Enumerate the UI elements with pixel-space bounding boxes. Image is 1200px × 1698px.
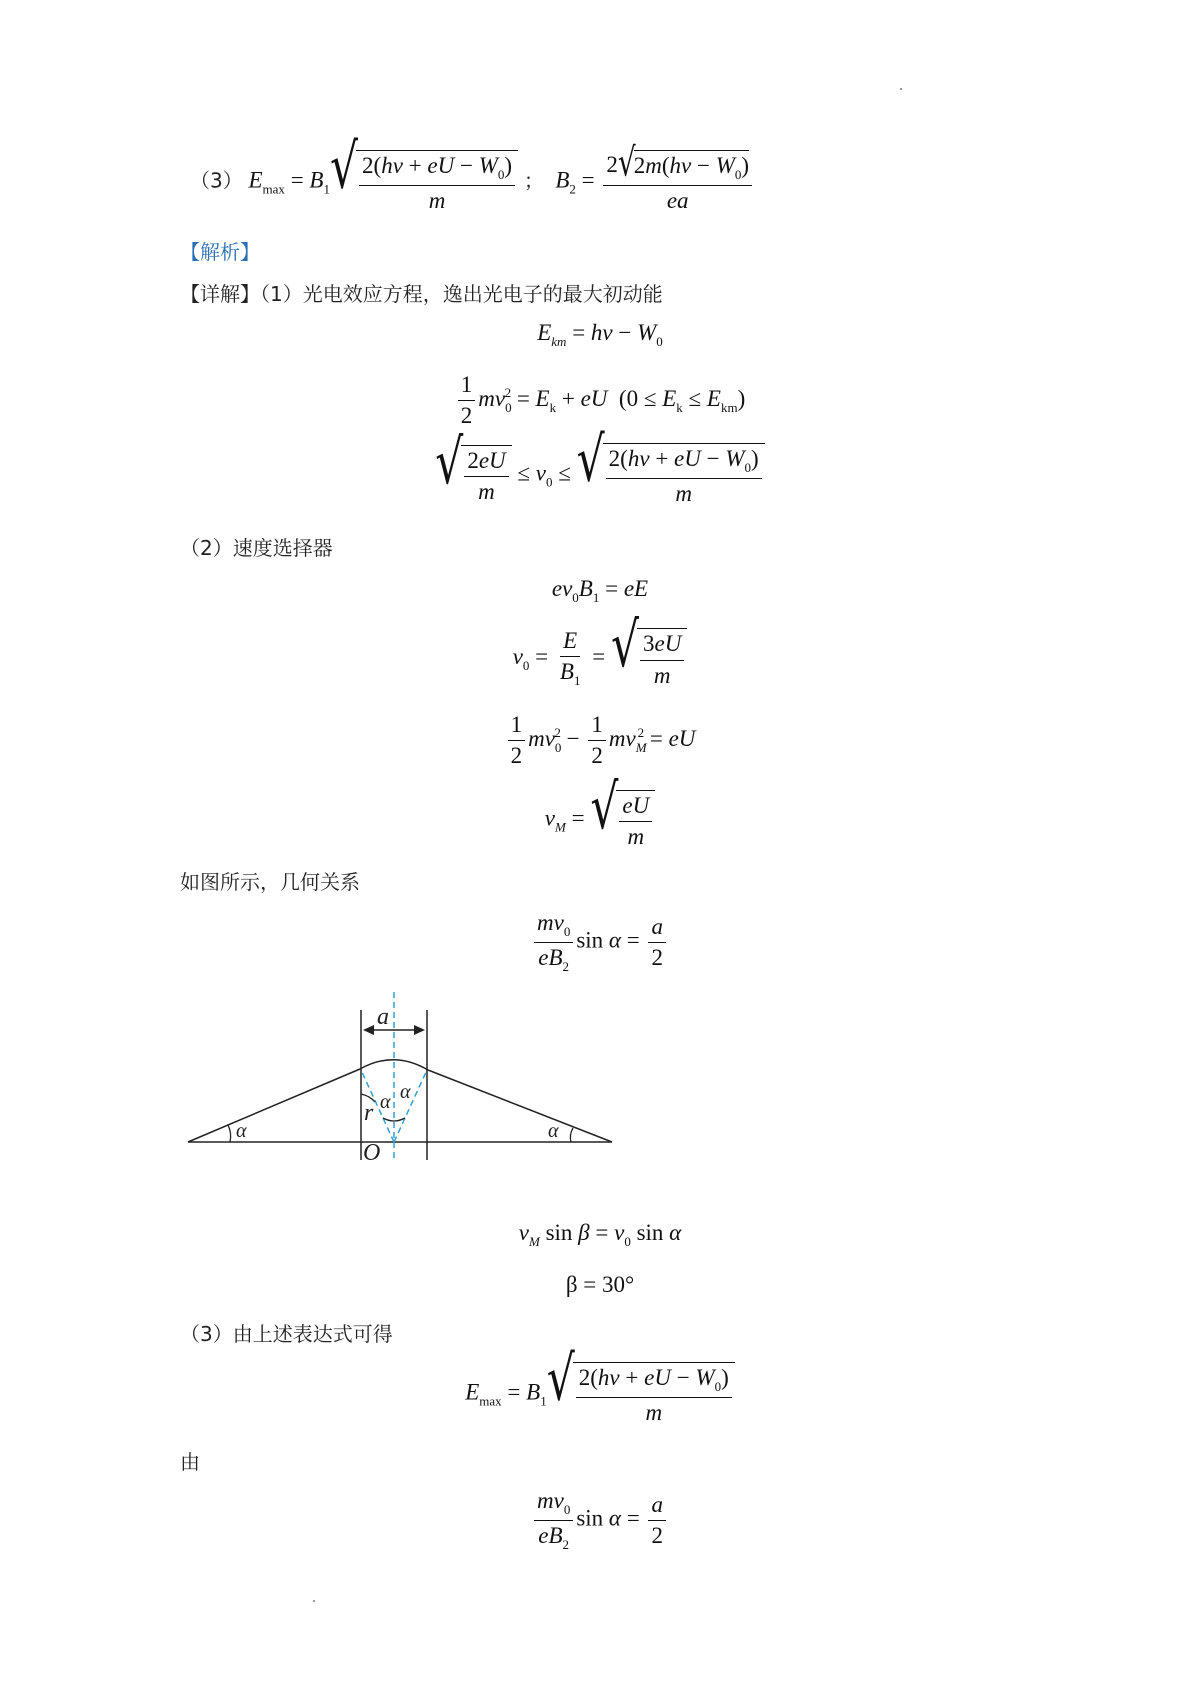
part3-text: （3）由上述表达式可得 (180, 1322, 393, 1346)
geom-text: 如图所示，几何关系 (180, 870, 360, 894)
eq-v0-range: √ $\frac{2eU}{m}$ ≤ $v_0$ ≤ √ $\frac{2(h\nu + eU - W_0)}{m}$ (0, 443, 1200, 507)
answer-3-label: （3） (190, 168, 243, 193)
label-alpha-right: α (548, 1120, 559, 1142)
part1-text: （1）光电效应方程，逸出光电子的最大初动能 (260, 282, 663, 306)
detail-tag: 【详解】 (180, 282, 260, 306)
eq-geometry: $\frac{mv_0}{eB_2}$ sin α = $\frac{a}{2}$ (0, 910, 1200, 975)
figure-right-radius (394, 1070, 427, 1142)
eq-selector: $ev_0B_1$ = eE (551, 576, 649, 605)
label-O: O (363, 1140, 381, 1166)
label-alpha-center-right: α (400, 1081, 411, 1103)
eq-vm: $v_M$ = √ $\frac{eU}{m}$ (0, 790, 1200, 851)
arrowhead-left (363, 1025, 374, 1035)
figure-right-slope (428, 1070, 612, 1142)
part2-text: （2）速度选择器 (180, 536, 333, 560)
eq-v0: $v_0$ = $\frac{E}{B_1}$ = √ $\frac{3eU}{m}$ (0, 628, 1200, 689)
geometry-figure (180, 990, 620, 1170)
eq-emax: $E_{max} = B_1$ √ $\frac{2(h\nu + eU - W_0)}{m}$ (0, 1362, 1200, 1426)
detail-line-1 (180, 278, 663, 307)
arrowhead-right (414, 1025, 425, 1035)
label-alpha-center-left: α (380, 1091, 391, 1113)
label-a: a (377, 1004, 389, 1030)
answer-3-separator: ； (523, 168, 544, 193)
angle-arc-center (383, 1118, 405, 1121)
eq-energy: $\frac{1}{2}$ $mv_0^2 = E_k$ + eU $(0 \le E_k \le E_{km})$ (0, 372, 1200, 430)
eq-snell: $v_M$ $\sin \beta = v_0$ sin α (518, 1220, 682, 1249)
angle-arc-left (228, 1125, 231, 1142)
you-text: 由 (180, 1450, 200, 1474)
eq-beta: β = 30° (565, 1272, 635, 1297)
label-alpha-left: α (236, 1120, 247, 1142)
figure-left-slope (188, 1069, 360, 1142)
label-r: r (364, 1100, 374, 1126)
eq-geometry-2: $\frac{mv_0}{eB_2}$ sin α = $\frac{a}{2}$ (0, 1488, 1200, 1553)
eq-kinetic: $\frac{1}{2}$ $mv_0^2$ − $\frac{1}{2}$ $mv_M^2$ = eU (0, 712, 1200, 770)
answer-3-line: （3） $E_{max} = B_1$ √ $\frac{2(h\nu + eU - W_0)}{m}$ ； $B_2$ = 2 √ $2m(h\nu - W_0)$ ea (190, 150, 755, 214)
section-title: 【解析】 (180, 240, 260, 264)
eq-ekm: $E_{km} = h\nu - W_0$ (537, 320, 663, 349)
angle-arc-right (570, 1128, 573, 1142)
